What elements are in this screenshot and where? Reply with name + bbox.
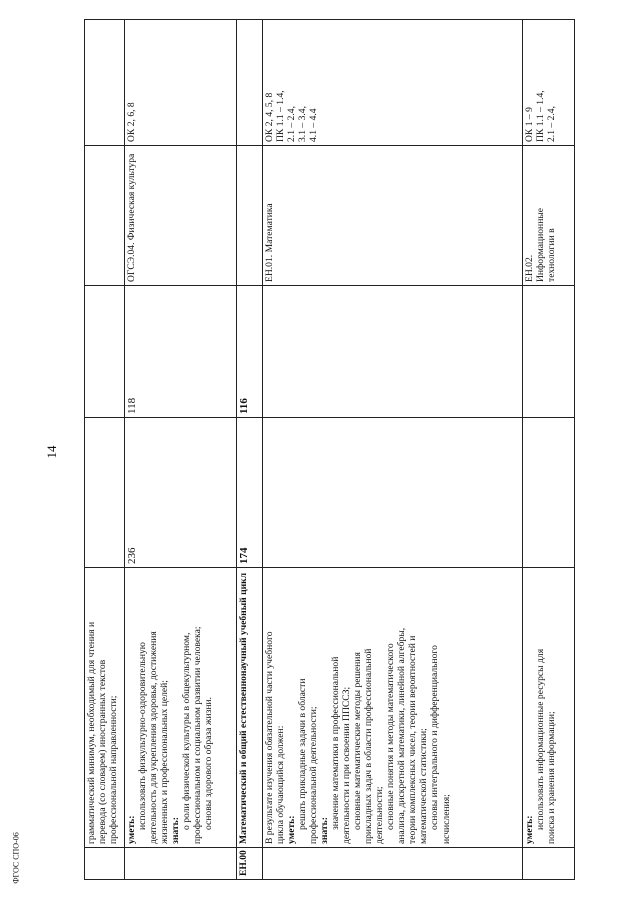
total-hours-cell: 174	[237, 418, 263, 568]
code-cell	[125, 848, 237, 880]
discipline-cell	[85, 146, 125, 286]
total-hours-cell	[85, 418, 125, 568]
required-hours-cell: 116	[237, 286, 263, 418]
competences-cell	[85, 20, 125, 146]
competences-cell	[237, 20, 263, 146]
code-cell: ЕН.00	[237, 848, 263, 880]
total-hours-cell: 236	[125, 418, 237, 568]
table-row	[237, 20, 263, 880]
description-cell: В результате изучения обязательной части учебного цикла обучающийся должен: уметь: решать прикладные задачи в области профессиональной деятельности; знать: значение математики в профессиональной деятельности и при освоении ППССЗ; основные математические методы решения прикладных задач в области профессиональной деятельности; основные понятия и методы математического анализа, дискретной математики, линейной алгебры, теории комплексных чисел, теории вероятностей и математической статистики; основы интегрального и дифференциального исчисления;	[263, 568, 523, 848]
table-row	[263, 20, 523, 880]
required-hours-cell	[523, 286, 575, 418]
discipline-cell: ЕН.01. Математика	[263, 146, 523, 286]
discipline-cell: ОГСЭ.04. Физическая культура	[125, 146, 237, 286]
curriculum-table	[84, 19, 575, 880]
code-cell	[85, 848, 125, 880]
table-row	[125, 20, 237, 880]
code-cell	[523, 848, 575, 880]
competences-cell: ОК 2, 6, 8	[125, 20, 237, 146]
description-cell: уметь: использовать информационные ресурсы для поиска и хранения информации;	[523, 568, 575, 848]
description-cell: уметь: использовать физкультурно-оздоровительную деятельность для укрепления здоровья, достижения жизненных и профессиональных целей; знать: о роли физической культуры в общекультурном, профессиональном и социальном развитии человека; основы здорового образа жизни.	[125, 568, 237, 848]
discipline-cell	[237, 146, 263, 286]
total-hours-cell	[523, 418, 575, 568]
competences-cell: ОК 2, 4, 5, 8 ПК 1.1 – 1.4, 2.1 – 2.4, 3.1 – 3.4, 4.1 – 4.4	[263, 20, 523, 146]
code-cell	[263, 848, 523, 880]
table-row	[85, 20, 125, 880]
table-row	[523, 20, 575, 880]
required-hours-cell	[85, 286, 125, 418]
competences-cell: ОК 1 – 9 ПК 1.1 – 1.4, 2.1 – 2.4,	[523, 20, 575, 146]
footer-code: ФГОС СПО-06	[11, 832, 21, 884]
discipline-cell: ЕН.02. Информационные технологии в	[523, 146, 575, 286]
required-hours-cell	[263, 286, 523, 418]
total-hours-cell	[263, 418, 523, 568]
page-number: 14	[44, 445, 59, 459]
section-title-cell: Математический и общий естественнонаучный учебный цикл	[237, 568, 263, 848]
required-hours-cell: 118	[125, 286, 237, 418]
document-sheet	[84, 20, 574, 880]
description-cell: грамматический минимум, необходимый для чтения и перевода (со словарем) иностранных текстов профессиональной направленности;	[85, 568, 125, 848]
